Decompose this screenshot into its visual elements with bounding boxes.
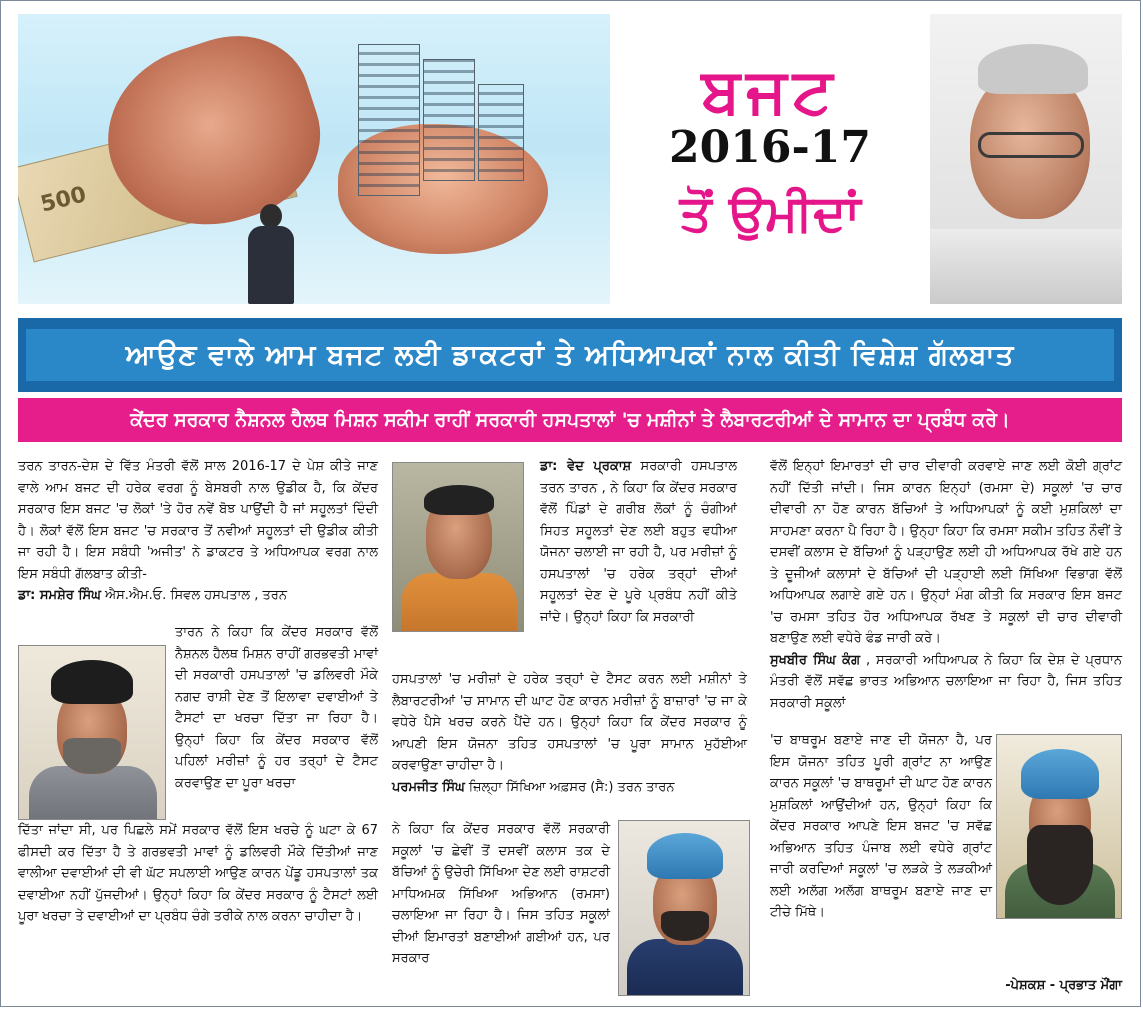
interviewee-name: ਡਾ: ਸਮਸ਼ੇਰ ਸਿੰਘ — [18, 588, 101, 603]
interviewee-1-text: ਤਾਰਨ ਨੇ ਕਿਹਾ ਕਿ ਕੇਂਦਰ ਸਰਕਾਰ ਵੱਲੋਂ ਨੈਸ਼ਨਲ ਹੈਲਥ ਮਿਸ਼ਨ ਰਾਹੀਂ ਗਰਭਵਤੀ ਮਾਵਾਂ ਦੀ ਸਰਕਾਰੀ ਹਸਪਤਾਲਾਂ 'ਚ ਡਲਿਵਰੀ ਮੌਕੇ ਨਗਦ ਰਾਸ਼ੀ ਦੇਣ ਤੋਂ ਇਲਾਵਾ ਦਵਾਈਆਂ ਤੇ ਟੈਸਟਾਂ ਦਾ ਖਰਚਾ ਦਿੱਤਾ ਜਾ ਰਿਹਾ ਹੈ। ਉਨ੍ਹਾਂ ਕਿਹਾ ਕਿ ਕੇਂਦਰ ਸਰਕਾਰ ਵੱਲੋਂ ਪਹਿਲਾਂ ਮਰੀਜ਼ਾਂ ਨੂੰ ਹਰ ਤਰ੍ਹਾਂ ਦੇ ਟੈਸਟ ਕਰਵਾਉਣ ਦਾ ਪੂਰਾ ਖਰਚਾ — [175, 625, 378, 791]
interviewee-3-text: ਨੇ ਕਿਹਾ ਕਿ ਕੇਂਦਰ ਸਰਕਾਰ ਵੱਲੋਂ ਸਰਕਾਰੀ ਸਕੂਲਾਂ 'ਚ ਛੇਵੀਂ ਤੋਂ ਦਸਵੀਂ ਕਲਾਸ ਤਕ ਦੇ ਬੱਚਿਆਂ ਨੂੰ ਉਚੇਰੀ ਸਿੱਖਿਆ ਦੇਣ ਲਈ ਰਾਸ਼ਟਰੀ ਮਾਧਿਅਮਕ ਸਿੱਖਿਆ ਅਭਿਆਨ (ਰਮਸਾ) ਚਲਾਇਆ ਜਾ ਰਿਹਾ ਹੈ। ਜਿਸ ਤਹਿਤ ਸਕੂਲਾਂ ਦੀਆਂ ਇਮਾਰਤਾਂ ਬਣਾਈਆਂ ਗਈਆਂ ਹਨ, ਪਰ ਸਰਕਾਰ — [392, 822, 610, 966]
photo-turban — [647, 833, 723, 879]
banner-title-tail: ਤੋਂ ਉਮੀਦਾਂ — [679, 184, 861, 242]
photo-interviewee-4 — [996, 734, 1122, 919]
interviewee-title: ਐਸ.ਐਮ.ਓ. ਸਿਵਲ ਹਸਪਤਾਲ , ਤਰਨ — [100, 588, 287, 603]
standing-man — [246, 204, 298, 304]
interviewee-name: ਡਾ: ਵੇਦ ਪ੍ਰਕਾਸ਼ — [540, 459, 632, 474]
interviewee-2-tail: ਹਸਪਤਾਲਾਂ 'ਚ ਮਰੀਜ਼ਾਂ ਦੇ ਹਰੇਕ ਤਰ੍ਹਾਂ ਦੇ ਟੈਸਟ ਕਰਨ ਲਈ ਮਸ਼ੀਨਾਂ ਤੇ ਲੈਬਾਰਟਰੀਆਂ 'ਚ ਸਾਮਾਨ ਦੀ ਘਾਟ ਹੋਣ ਕਾਰਨ ਮਰੀਜ਼ਾਂ ਨੂੰ ਬਾਜ਼ਾਰਾਂ 'ਚ ਜਾ ਕੇ ਵਧੇਰੇ ਪੈਸੇ ਖਰਚ ਕਰਨੇ ਪੈਂਦੇ ਹਨ। ਉਨ੍ਹਾਂ ਕਿਹਾ ਕਿ ਕੇਂਦਰ ਸਰਕਾਰ ਨੂੰ ਆਪਣੀ ਇਸ ਯੋਜਨਾ ਤਹਿਤ ਹਸਪਤਾਲਾਂ 'ਚ ਪੂਰਾ ਸਾਮਾਨ ਮੁਹੱਈਆ ਕਰਵਾਉਣਾ ਚਾਹੀਦਾ ਹੈ। — [392, 672, 747, 773]
photo-shirt — [627, 939, 743, 996]
portrait-glasses — [978, 132, 1084, 158]
interviewee-2-block — [540, 456, 737, 628]
photo-shirt — [401, 573, 517, 632]
photo-beard — [1027, 825, 1093, 905]
photo-turban — [1021, 749, 1099, 799]
man-head — [260, 204, 282, 228]
interviewee-3-text-continued: ਵੱਲੋਂ ਇਨ੍ਹਾਂ ਇਮਾਰਤਾਂ ਦੀ ਚਾਰ ਦੀਵਾਰੀ ਕਰਵਾਏ ਜਾਣ ਲਈ ਕੋਈ ਗ੍ਰਾਂਟ ਨਹੀਂ ਦਿੱਤੀ ਜਾਂਦੀ। ਜਿਸ ਕਾਰਨ ਇਨ੍ਹਾਂ (ਰਮਸਾ ਦੇ) ਸਕੂਲਾਂ 'ਚ ਚਾਰ ਦੀਵਾਰੀ ਨਾ ਹੋਣ ਕਾਰਨ ਬੱਚਿਆਂ ਤੇ ਅਧਿਆਪਕਾਂ ਨੂੰ ਕਈ ਮੁਸ਼ਕਿਲਾਂ ਦਾ ਸਾਹਮਣਾ ਕਰਨਾ ਪੈ ਰਿਹਾ ਹੈ। ਉਨ੍ਹਾ ਕਿਹਾ ਕਿ ਰਮਸਾ ਸਕੀਮ ਤਹਿਤ ਨੌਵੀਂ ਤੇ ਦਸਵੀਂ ਕਲਾਸ ਦੇ ਬੱਚਿਆਂ ਨੂੰ ਪੜ੍ਹਾਉਣ ਲਈ ਹੀ ਅਧਿਆਪਕ ਰੱਖੇ ਗਏ ਹਨ ਤੇ ਦੂਜੀਆਂ ਕਲਾਸਾਂ ਦੇ ਬੱਚਿਆਂ ਦੀ ਪੜ੍ਹਾਈ ਲਈ ਸਿੱਖਿਆ ਵਿਭਾਗ ਵੱਲੋਂ ਅਧਿਆਪਕ ਲਗਾਏ ਗਏ ਹਨ। ਉਨ੍ਹਾਂ ਮੰਗ ਕੀਤੀ ਕਿ ਸਰਕਾਰ ਇਸ ਬਜਟ 'ਚ ਰਮਸਾ ਤਹਿਤ ਹੋਰ ਅਧਿਆਪਕ ਰੱਖਣ ਤੇ ਸਕੂਲਾਂ ਦੀ ਚਾਰ ਦੀਵਾਰੀ ਬਣਾਉਣ ਲਈ ਵਧੇਰੇ ਫੰਡ ਜਾਰੀ ਕਰੇ। — [770, 459, 1122, 646]
photo-hair — [424, 485, 494, 515]
headline: ਆਉਣ ਵਾਲੇ ਆਮ ਬਜਟ ਲਈ ਡਾਕਟਰਾਂ ਤੇ ਅਧਿਆਪਕਾਂ ਨਾਲ ਕੀਤੀ ਵਿਸ਼ੇਸ਼ ਗੱਲਬਾਤ — [125, 338, 1015, 371]
portrait-hair — [978, 44, 1088, 94]
article-intro-block — [18, 456, 378, 607]
photo-interviewee-1 — [18, 645, 166, 820]
interviewee-title: , ਸਰਕਾਰੀ ਅਧਿਆਪਕ ਨੇ ਕਿਹਾ ਕਿ ਦੇਸ਼ ਦੇ ਪ੍ਰਧਾਨ ਮੰਤਰੀ ਵੱਲੋਂ ਸਵੱਛ ਭਾਰਤ ਅਭਿਆਨ ਚਲਾਇਆ ਜਾ ਰਿਹਾ ਹੈ, ਜਿਸ ਤਹਿਤ ਸਰਕਾਰੀ ਸਕੂਲਾਂ — [770, 652, 1123, 711]
banner-portrait — [930, 14, 1122, 304]
building-tower — [358, 44, 420, 196]
interviewee-3-block — [770, 456, 1122, 714]
photo-turban — [51, 660, 133, 704]
photo-beard — [661, 911, 709, 941]
man-body — [248, 226, 294, 304]
interviewee-title: ਜ਼ਿਲ੍ਹਾ ਸਿੱਖਿਆ ਅਫ਼ਸਰ (ਸੈ:) ਤਰਨ ਤਾਰਨ — [464, 779, 675, 795]
banner-title-word: ਬਜਟ — [701, 54, 839, 127]
photo-interviewee-3 — [618, 820, 750, 996]
photo-shirt — [29, 766, 157, 820]
currency-note-value: 500 — [38, 182, 89, 218]
banner-title — [610, 14, 930, 304]
building-tower — [478, 84, 524, 181]
photo-interviewee-2 — [392, 462, 524, 632]
interviewee-2-text-continued — [392, 669, 747, 798]
interviewee-name: ਪਰਮਜੀਤ ਸਿੰਘ — [392, 779, 465, 795]
portrait-shirt — [930, 229, 1122, 304]
banner-title-year: 2016-17 — [669, 122, 871, 173]
byline: -ਪੇਸ਼ਕਸ਼ - ਪ੍ਰਭਾਤ ਮੌਂਗਾ — [1005, 978, 1122, 993]
article-intro: ਤਰਨ ਤਾਰਨ-ਦੇਸ਼ ਦੇ ਵਿੱਤ ਮੰਤਰੀ ਵੱਲੋਂ ਸਾਲ 2016-17 ਦੇ ਪੇਸ਼ ਕੀਤੇ ਜਾਣ ਵਾਲੇ ਆਮ ਬਜਟ ਦੀ ਹਰੇਕ ਵਰਗ ਨੂੰ ਬੇਸਬਰੀ ਨਾਲ ਉਡੀਕ ਹੈ, ਕਿ ਕੇਂਦਰ ਸਰਕਾਰ ਇਸ ਬਜਟ 'ਚ ਲੋਕਾਂ 'ਤੇ ਹੋਰ ਨਵੇਂ ਬੋਝ ਪਾਉਂਦੀ ਹੈ ਜਾਂ ਸਹੂਲਤਾਂ ਦਿੰਦੀ ਹੈ। ਲੋਕਾਂ ਵੱਲੋਂ ਇਸ ਬਜਟ 'ਚ ਸਰਕਾਰ ਤੋਂ ਨਵੀਆਂ ਸਹੂਲਤਾਂ ਦੀ ਉਡੀਕ ਕੀਤੀ ਜਾ ਰਹੀ ਹੈ। ਇਸ ਸਬੰਧੀ 'ਅਜੀਤ' ਨੇ ਡਾਕਟਰ ਤੇ ਅਧਿਆਪਕ ਵਰਗ ਨਾਲ ਇਸ ਸਬੰਧੀ ਗੱਲਬਾਤ ਕੀਤੀ- — [18, 459, 378, 582]
photo-beard — [63, 738, 121, 774]
subheadline: ਕੇਂਦਰ ਸਰਕਾਰ ਨੈਸ਼ਨਲ ਹੈਲਥ ਮਿਸ਼ਨ ਸਕੀਮ ਰਾਹੀਂ ਸਰਕਾਰੀ ਹਸਪਤਾਲਾਂ 'ਚ ਮਸ਼ੀਨਾਂ ਤੇ ਲੈਬਾਰਟਰੀਆਂ ਦੇ ਸਾਮਾਨ ਦਾ ਪ੍ਰਬੰਧ ਕਰੇ। — [130, 409, 1010, 431]
interviewee-name: ਸੁਖਬੀਰ ਸਿੰਘ ਕੰਗ — [770, 652, 861, 668]
building-tower — [423, 59, 475, 181]
interviewee-4-text: 'ਚ ਬਾਥਰੂਮ ਬਣਾਏ ਜਾਣ ਦੀ ਯੋਜਨਾ ਹੈ, ਪਰ ਇਸ ਯੋਜਨਾ ਤਹਿਤ ਪੂਰੀ ਗ੍ਰਾਂਟ ਨਾ ਆਉਣ ਕਾਰਨ ਸਕੂਲਾਂ 'ਚ ਬਾਥਰੂਮਾਂ ਦੀ ਘਾਟ ਹੋਣ ਕਾਰਨ ਮੁਸ਼ਕਿਲਾਂ ਆਉਂਦੀਆਂ ਹਨ, ਉਨ੍ਹਾਂ ਕਿਹਾ ਕਿ ਕੇਂਦਰ ਸਰਕਾਰ ਆਪਣੇ ਇਸ ਬਜਟ 'ਚ ਸਵੱਛ ਅਭਿਆਨ ਤਹਿਤ ਪੰਜਾਬ ਲਈ ਵਧੇਰੇ ਗ੍ਰਾਂਟ ਜਾਰੀ ਕਰਦਿਆਂ ਸਕੂਲਾਂ 'ਚ ਲੜਕੇ ਤੇ ਲੜਕੀਆਂ ਲਈ ਅਲੱਗ ਅਲੱਗ ਬਾਥਰੂਮ ਬਣਾਏ ਜਾਣ ਦਾ ਟੀਚੇ ਮਿੱਥੇ। — [770, 733, 992, 920]
banner-illustration — [18, 14, 610, 304]
interviewee-1-text-continued: ਦਿੱਤਾ ਜਾਂਦਾ ਸੀ, ਪਰ ਪਿਛਲੇ ਸਮੇਂ ਸਰਕਾਰ ਵੱਲੋਂ ਇਸ ਖਰਚੇ ਨੂੰ ਘਟਾ ਕੇ 67 ਫੀਸਦੀ ਕਰ ਦਿੱਤਾ ਹੈ ਤੇ ਗਰਭਵਤੀ ਮਾਵਾਂ ਨੂੰ ਡਲਿਵਰੀ ਮੌਕੇ ਦਿੱਤੀਆਂ ਜਾਣ ਵਾਲੀਆ ਦਵਾਈਆਂ ਦੀ ਵੀ ਘੱਟ ਸਪਲਾਈ ਆਉਣ ਕਾਰਨ ਪੇਂਡੂ ਹਸਪਤਾਲਾਂ ਤਕ ਦਵਾਈਆ ਨਹੀਂ ਪੁੱਜਦੀਆਂ। ਉਨ੍ਹਾਂ ਕਿਹਾ ਕਿ ਕੇਂਦਰ ਸਰਕਾਰ ਨੂੰ ਟੈਸਟਾਂ ਲਈ ਪੂਰਾ ਖਰਚਾ ਤੇ ਦਵਾਈਆਂ ਦਾ ਪ੍ਰਬੰਧ ਚੰਗੇ ਤਰੀਕੇ ਨਾਲ ਕਰਨਾ ਚਾਹੀਦਾ ਹੈ। — [18, 823, 378, 924]
interviewee-2-text: ਸਰਕਾਰੀ ਹਸਪਤਾਲ ਤਰਨ ਤਾਰਨ , ਨੇ ਕਿਹਾ ਕਿ ਕੇਂਦਰ ਸਰਕਾਰ ਵੱਲੋਂ ਪਿੰਡਾਂ ਦੇ ਗਰੀਬ ਲੋਕਾਂ ਨੂੰ ਚੰਗੀਆਂ ਸਿਹਤ ਸਹੂਲਤਾਂ ਦੇਣ ਲਈ ਬਹੁਤ ਵਧੀਆ ਯੋਜਨਾ ਚਲਾਈ ਜਾ ਰਹੀ ਹੈ, ਪਰ ਮਰੀਜ਼ਾਂ ਨੂੰ ਹਸਪਤਾਲਾਂ 'ਚ ਹਰੇਕ ਤਰ੍ਹਾਂ ਦੀਆਂ ਸਹੂਲਤਾਂ ਦੇਣ ਦੇ ਪੂਰੇ ਪ੍ਰਬੰਧ ਨਹੀਂ ਕੀਤੇ ਜਾਂਦੇ। ਉਨ੍ਹਾਂ ਕਿਹਾ ਕਿ ਸਰਕਾਰੀ — [540, 459, 737, 625]
